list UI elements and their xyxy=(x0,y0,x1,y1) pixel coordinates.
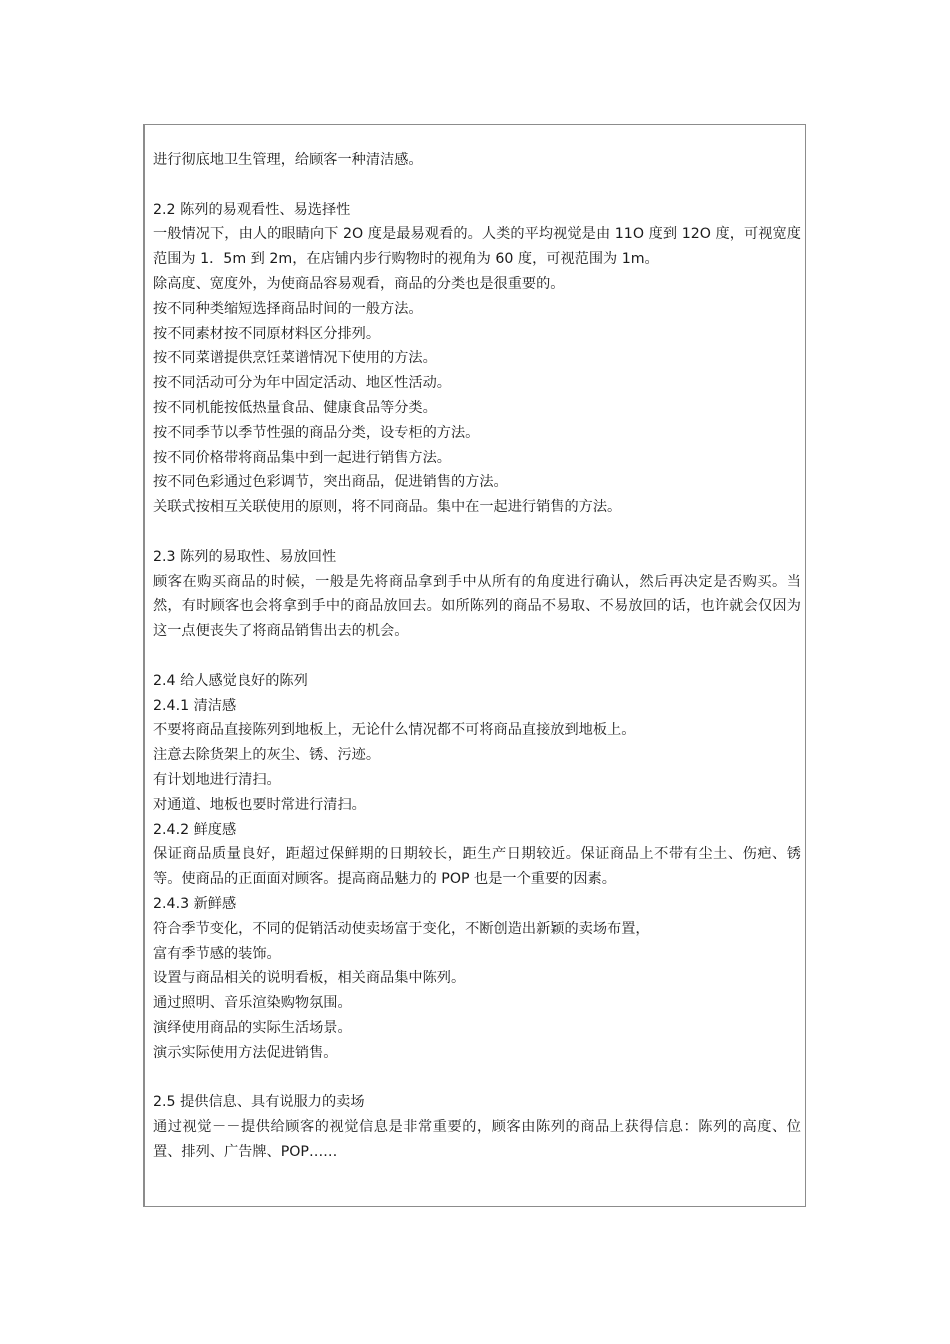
text-line: 符合季节变化，不同的促销活动使卖场富于变化，不断创造出新颖的卖场布置， xyxy=(153,920,650,937)
text-line: 通过照明、音乐渲染购物氛围。 xyxy=(153,995,352,1012)
list-item: 按不同种类缩短选择商品时间的一般方法。 xyxy=(153,300,423,317)
list-item: 按不同机能按低热量食品、健康食品等分类。 xyxy=(153,399,437,416)
list-item: 按不同菜谱提供烹饪菜谱情况下使用的方法。 xyxy=(153,350,437,367)
document-body xyxy=(153,148,801,1165)
text-line: 除高度、宽度外，为使商品容易观看，商品的分类也是很重要的。 xyxy=(153,275,565,292)
paragraph: 顾客在购买商品的时候，一般是先将商品拿到手中从所有的角度进行确认，然后再决定是否购买。当然，有时顾客也会将拿到手中的商品放回去。如所陈列的商品不易取、不易放回的话，也许就会仅因为这一点便丧失了将商品销售出去的机会。 xyxy=(153,573,801,640)
section-heading-2-2: 2.2 陈列的易观看性、易选择性 xyxy=(153,201,351,218)
subsection-heading-2-4-2: 2.4.2 鲜度感 xyxy=(153,821,237,838)
paragraph: 通过视觉－－提供给顾客的视觉信息是非常重要的，顾客由陈列的商品上获得信息：陈列的高度、位置、排列、广告牌、POP…… xyxy=(153,1119,801,1160)
list-item: 按不同活动可分为年中固定活动、地区性活动。 xyxy=(153,375,451,392)
text-line: 对通道、地板也要时常进行清扫。 xyxy=(153,796,366,813)
list-item: 按不同季节以季节性强的商品分类，设专柜的方法。 xyxy=(153,424,480,441)
paragraph-gap xyxy=(153,173,801,198)
subsection-heading-2-4-3: 2.4.3 新鲜感 xyxy=(153,895,237,912)
section-heading-2-3: 2.3 陈列的易取性、易放回性 xyxy=(153,548,337,565)
section-heading-2-4: 2.4 给人感觉良好的陈列 xyxy=(153,672,308,689)
list-item: 按不同色彩通过色彩调节，突出商品，促进销售的方法。 xyxy=(153,474,508,491)
list-item: 关联式按相互关联使用的原则，将不同商品。集中在一起进行销售的方法。 xyxy=(153,499,622,516)
paragraph: 保证商品质量良好，距超过保鲜期的日期较长，距生产日期较近。保证商品上不带有尘土、伤疤、锈等。使商品的正面面对顾客。提高商品魅力的 POP 也是一个重要的因素。 xyxy=(153,846,801,888)
paragraph-gap xyxy=(153,644,801,669)
text-line: 有计划地进行清扫。 xyxy=(153,771,281,788)
paragraph-gap xyxy=(153,520,801,545)
subsection-heading-2-4-1: 2.4.1 清洁感 xyxy=(153,697,237,714)
list-item: 按不同价格带将商品集中到一起进行销售方法。 xyxy=(153,449,451,466)
paragraph: 一般情况下，由人的眼睛向下 2O 度是最易观看的。人类的平均视觉是由 11O 度到 12O 度，可视宽度范围为 1．5m 到 2m，在店铺内步行购物时的视角为 60 度，可视范围为 1m。 xyxy=(153,226,801,268)
text-line: 不要将商品直接陈列到地板上，无论什么情况都不可将商品直接放到地板上。 xyxy=(153,722,636,739)
section-heading-2-5: 2.5 提供信息、具有说服力的卖场 xyxy=(153,1094,365,1111)
text-line: 演示实际使用方法促进销售。 xyxy=(153,1044,338,1061)
text-line: 注意去除货架上的灰尘、锈、污迹。 xyxy=(153,747,381,764)
text-line: 富有季节感的装饰。 xyxy=(153,945,281,962)
list-item: 按不同素材按不同原材料区分排列。 xyxy=(153,325,381,342)
text-line: 演绎使用商品的实际生活场景。 xyxy=(153,1019,352,1036)
paragraph-gap xyxy=(153,1065,801,1090)
text-line: 设置与商品相关的说明看板，相关商品集中陈列。 xyxy=(153,970,466,987)
text-line: 进行彻底地卫生管理，给顾客一种清洁感。 xyxy=(153,152,423,168)
